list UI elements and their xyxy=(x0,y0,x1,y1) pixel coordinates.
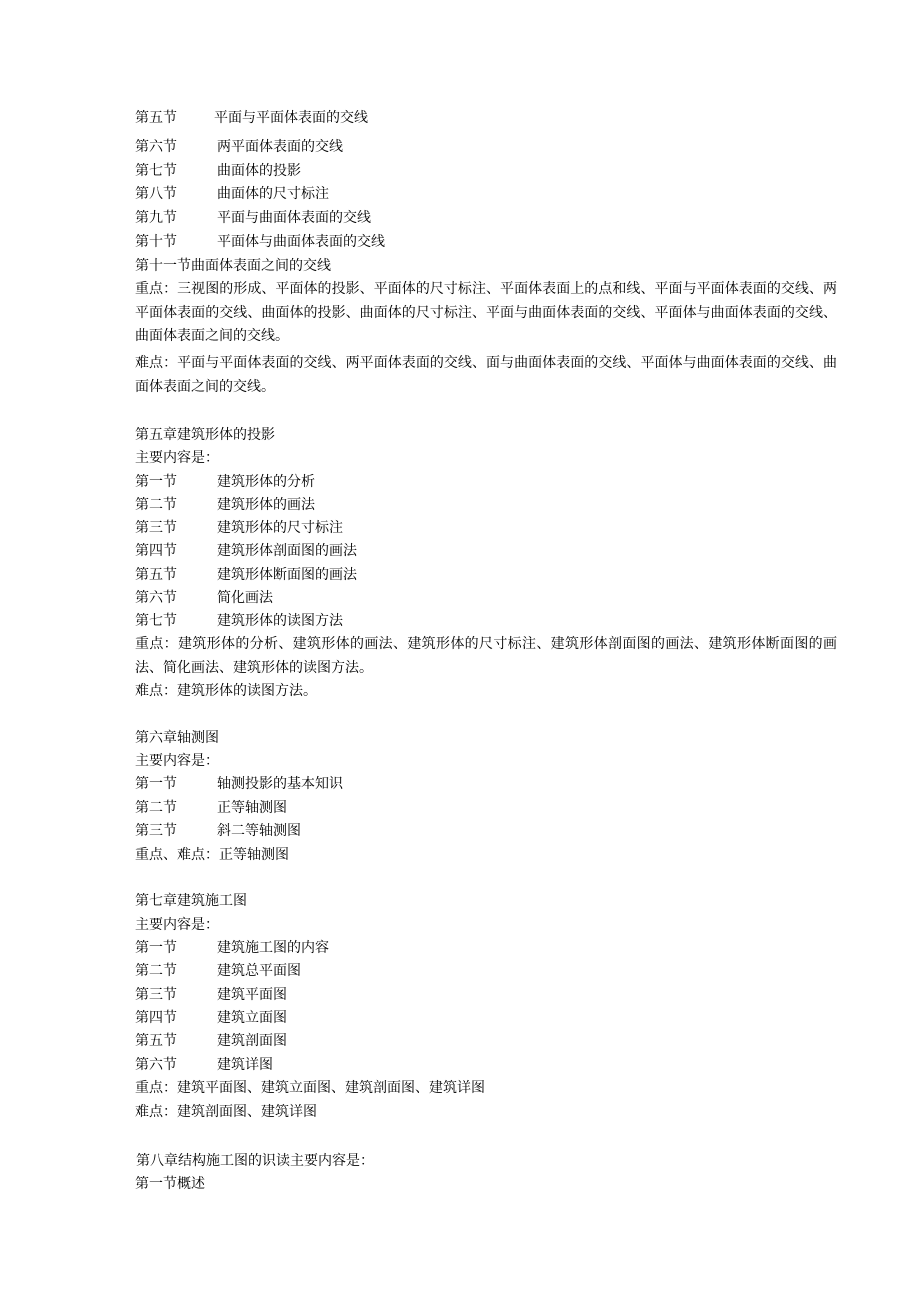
section-title: 曲面体的投影 xyxy=(217,163,301,179)
key-points-line: 重点、难点：正等轴测图 xyxy=(135,847,289,863)
section-title: 平面与平面体表面的交线 xyxy=(214,110,368,126)
key-points-paragraph: 重点：三视图的形成、平面体的投影、平面体的尺寸标注、平面体表面上的点和线、平面与平面体表面的交线、两平面体表面的交线、曲面体的投影、曲面体的尺寸标注、平面与曲面体表面的交线、平面体与曲面体表面的交线、曲面体表面之间的交线。 xyxy=(135,281,837,344)
key-points-line: 重点：建筑平面图、建筑立面图、建筑剖面图、建筑详图 xyxy=(135,1080,485,1096)
section-title-line: 第一节概述 xyxy=(135,1176,205,1192)
section-label: 第三节 xyxy=(135,987,177,1003)
section-title: 两平面体表面的交线 xyxy=(217,139,343,155)
section-row xyxy=(135,938,835,958)
section-row xyxy=(135,961,835,981)
section-label: 第六节 xyxy=(135,1057,177,1073)
section-label: 第三节 xyxy=(135,520,177,536)
section-row xyxy=(135,611,835,631)
section-label: 第六节 xyxy=(135,590,177,606)
difficulties-paragraph: 难点：平面与平面体表面的交线、两平面体表面的交线、面与曲面体表面的交线、平面体与曲面体表面的交线、曲面体表面之间的交线。 xyxy=(135,355,837,395)
section-row xyxy=(135,518,835,538)
section-title: 建筑施工图的内容 xyxy=(217,940,329,956)
section-row xyxy=(135,208,835,228)
chapter-title: 第七章建筑施工图 xyxy=(135,893,247,909)
section-label: 第四节 xyxy=(135,1010,177,1026)
section-title: 平面体与曲面体表面的交线 xyxy=(217,234,385,250)
key-points-paragraph: 重点：建筑形体的分析、建筑形体的画法、建筑形体的尺寸标注、建筑形体剖面图的画法、建筑形体断面图的画法、简化画法、建筑形体的读图方法。 xyxy=(135,636,837,676)
section-row xyxy=(135,184,835,204)
section-title: 正等轴测图 xyxy=(217,800,287,816)
section-label: 第三节 xyxy=(135,823,177,839)
section-title: 建筑形体断面图的画法 xyxy=(217,567,357,583)
section-label: 第一节 xyxy=(135,940,177,956)
section-row xyxy=(135,472,835,492)
section-row xyxy=(135,108,835,128)
section-title: 建筑立面图 xyxy=(217,1010,287,1026)
section-row xyxy=(135,774,835,794)
section-title: 轴测投影的基本知识 xyxy=(217,776,343,792)
section-label: 第二节 xyxy=(135,963,177,979)
section-label: 第五节 xyxy=(135,567,177,583)
section-row xyxy=(135,798,835,818)
chapter-title: 第六章轴测图 xyxy=(135,730,219,746)
section-row xyxy=(135,565,835,585)
section-title: 斜二等轴测图 xyxy=(217,823,301,839)
section-label: 第六节 xyxy=(135,139,177,155)
section-label: 第九节 xyxy=(135,210,177,226)
section-title: 建筑详图 xyxy=(217,1057,273,1073)
section-title: 建筑形体的分析 xyxy=(217,474,315,490)
section-row xyxy=(135,161,835,181)
section-row xyxy=(135,232,835,252)
section-title: 曲面体的尺寸标注 xyxy=(217,186,329,202)
section-row xyxy=(135,1031,835,1051)
section-title: 建筑剖面图 xyxy=(217,1033,287,1049)
section-label: 第一节 xyxy=(135,776,177,792)
chapter-intro: 主要内容是： xyxy=(135,450,219,466)
section-label: 第八节 xyxy=(135,186,177,202)
section-label: 第五节 xyxy=(135,110,177,126)
section-row xyxy=(135,821,835,841)
section-title: 建筑形体的读图方法 xyxy=(217,613,343,629)
section-row xyxy=(135,985,835,1005)
chapter-intro: 主要内容是： xyxy=(135,753,219,769)
section-label: 第五节 xyxy=(135,1033,177,1049)
chapter-title: 第八章结构施工图的识读主要内容是： xyxy=(136,1153,374,1169)
difficulties-line: 难点：建筑形体的读图方法。 xyxy=(135,683,317,699)
difficulties-line: 难点：建筑剖面图、建筑详图 xyxy=(135,1104,317,1120)
section-row xyxy=(135,541,835,561)
section-title: 平面与曲面体表面的交线 xyxy=(217,210,371,226)
section-row xyxy=(135,495,835,515)
section-title: 建筑形体的画法 xyxy=(217,497,315,513)
chapter-intro: 主要内容是： xyxy=(135,917,219,933)
section-title: 建筑总平面图 xyxy=(217,963,301,979)
section-label: 第一节 xyxy=(135,474,177,490)
section-row xyxy=(135,1055,835,1075)
section-label: 第二节 xyxy=(135,497,177,513)
section-row xyxy=(135,137,835,157)
section-title: 建筑形体剖面图的画法 xyxy=(217,543,357,559)
chapter-title: 第五章建筑形体的投影 xyxy=(135,427,275,443)
section-label: 第二节 xyxy=(135,800,177,816)
section-label: 第七节 xyxy=(135,163,177,179)
section-label: 第七节 xyxy=(135,613,177,629)
section-label: 第四节 xyxy=(135,543,177,559)
section-row xyxy=(135,1008,835,1028)
section-row xyxy=(135,588,835,608)
section-label: 第十节 xyxy=(135,234,177,250)
section-title-line: 第十一节曲面体表面之间的交线 xyxy=(135,258,331,274)
section-title: 建筑平面图 xyxy=(217,987,287,1003)
section-title: 建筑形体的尺寸标注 xyxy=(217,520,343,536)
section-title: 简化画法 xyxy=(217,590,273,606)
